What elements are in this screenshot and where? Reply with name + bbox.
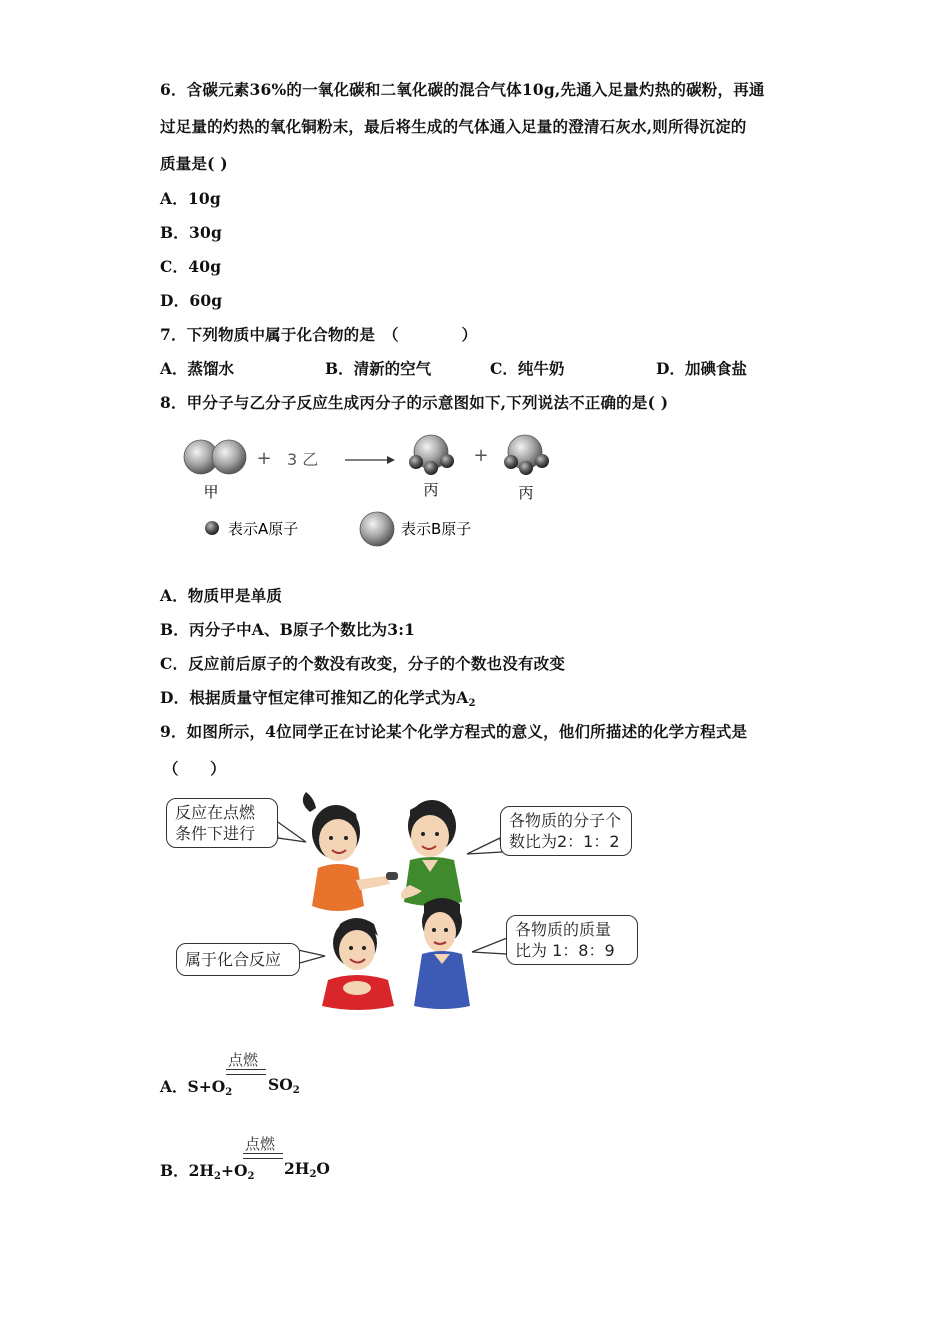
- plus-sign-2: +: [473, 445, 489, 466]
- option-b-rhs: $2H_2O$: [284, 1159, 330, 1180]
- legend-atom-b-icon: [360, 512, 394, 546]
- option-a-equation: A．$S+O_2$: [160, 1077, 233, 1098]
- speech-bubble-3: [176, 943, 300, 976]
- q7-option-a: A．蒸馏水: [160, 359, 235, 378]
- boy-green-shirt-illustration: [401, 800, 462, 906]
- option-a-lhs: S+O: [187, 1077, 226, 1096]
- q6-stem-line-2: 过足量的灼热的氧化铜粉末，最后将生成的气体通入足量的澄清石灰水,则所得沉淀的: [160, 117, 747, 136]
- bubble-2-line-1: 各物质的分子个: [509, 811, 622, 830]
- option-a-condition: 点燃: [228, 1051, 259, 1069]
- label-jia: 甲: [203, 483, 219, 501]
- q6-stem-line-1: 6．含碳元素36%的一氧化碳和二氧化碳的混合气体10g,先通入足量灼热的碳粉，再通: [160, 80, 765, 99]
- option-a-rhs: $SO_2$: [268, 1075, 300, 1096]
- speech-bubble-2: [500, 806, 632, 856]
- plus-sign-1: +: [256, 448, 272, 469]
- reaction-arrow: [345, 456, 395, 464]
- q7-option-b: B．清新的空气: [325, 359, 432, 378]
- coefficient-yi: 3 乙: [287, 450, 319, 469]
- label-bing-1: 丙: [423, 481, 439, 499]
- label-bing-2: 丙: [518, 484, 534, 502]
- legend-atom-b-label: 表示B原子: [401, 520, 472, 538]
- q6-option-b: B．30g: [160, 223, 223, 242]
- molecule-bing-2: [504, 435, 549, 475]
- q6-option-a: A．10g: [160, 189, 221, 208]
- q8-stem: 8．甲分子与乙分子反应生成丙分子的示意图如下,下列说法不正确的是( ): [160, 393, 669, 412]
- q8-option-a: A．物质甲是单质: [160, 586, 283, 605]
- option-b-label: B．: [160, 1161, 189, 1180]
- q6-option-c: C．40g: [160, 257, 222, 276]
- q6-option-d: D．60g: [160, 291, 223, 310]
- bubble-4-line-2: 比为 1：8：9: [515, 941, 615, 960]
- option-a-label: A．: [160, 1077, 188, 1096]
- q7-option-d: D．加碘食盐: [656, 359, 747, 378]
- q6-stem-line-3: 质量是( ): [160, 154, 228, 173]
- q7-option-c: C．纯牛奶: [490, 359, 565, 378]
- option-b-equation: B．$2H_2+O_2$: [160, 1161, 255, 1182]
- q9-stem: 9．如图所示，4位同学正在讨论某个化学方程式的意义，他们所描述的化学方程式是: [160, 722, 748, 741]
- bubble-2-line-2: 数比为2：1：2: [509, 832, 620, 851]
- q8-option-c: C．反应前后原子的个数没有改变，分子的个数也没有改变: [160, 654, 566, 673]
- girl-student-illustration: [303, 792, 398, 911]
- boy-red-shirt-illustration: [322, 918, 394, 1010]
- speech-bubble-4: [506, 915, 638, 965]
- molecule-bing-1: [409, 435, 454, 475]
- legend-atom-a-label: 表示A原子: [228, 520, 299, 538]
- bubble-3-line-1: 属于化合反应: [185, 950, 282, 969]
- q7-stem: 7．下列物质中属于化合物的是 （ ）: [160, 325, 478, 344]
- option-b-condition: 点燃: [245, 1135, 276, 1153]
- q8-option-b: B．丙分子中A、B原子个数比为3:1: [160, 620, 416, 639]
- legend-atom-a-icon: [205, 521, 219, 535]
- boy-blue-shirt-illustration: [414, 898, 470, 1009]
- speech-bubble-1: [166, 798, 278, 848]
- bubble-4-line-1: 各物质的质量: [515, 920, 612, 939]
- bubble-1-line-1: 反应在点燃: [175, 803, 256, 822]
- reaction-diagram: [175, 425, 575, 555]
- molecule-jia: [184, 440, 246, 474]
- q8-option-d: D．根据质量守恒定律可推知乙的化学式为$A_2$: [160, 688, 476, 709]
- q9-answer-paren: （ ）: [163, 759, 226, 778]
- bubble-1-line-2: 条件下进行: [175, 824, 256, 843]
